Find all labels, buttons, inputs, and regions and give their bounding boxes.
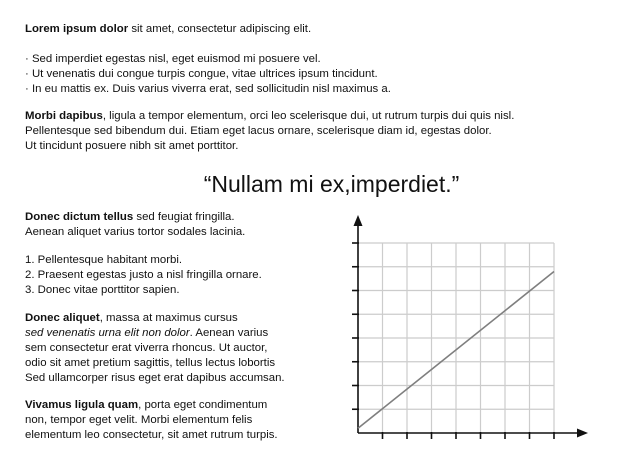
morbi-line1: , ligula a tempor elementum, orci leo scelerisque dui, ut rutrum turpis dui quis nisl. [102, 110, 515, 122]
donec-dictum-lead: Donec dictum tellus [25, 211, 134, 223]
vivamus-lead: Vivamus ligula quam [25, 399, 139, 411]
donec-aliquet-line2: . Aenean varius [189, 327, 269, 339]
y-axis-arrow [354, 215, 363, 226]
intro-lead: Lorem ipsum dolor [25, 23, 129, 35]
donec-aliquet-paragraph [25, 311, 285, 386]
vivamus-paragraph [25, 398, 278, 443]
x-axis-arrow [577, 429, 588, 438]
numbered-list [25, 253, 262, 298]
vivamus-line1: , porta eget condimentum [138, 399, 268, 411]
morbi-paragraph [25, 109, 514, 154]
donec-aliquet-line4: odio sit amet pretium sagittis, tellus lectus lobortis [25, 357, 276, 369]
bullet-item: · In eu mattis ex. Duis varius viverra erat, sed sollicitudin nisl maximus a. [25, 83, 391, 95]
line-chart [340, 205, 600, 450]
donec-dictum-line2: Aenean aliquet varius tortor sodales lacinia. [25, 226, 246, 238]
intro-rest: sit amet, consectetur adipiscing elit. [128, 23, 312, 35]
morbi-line2: Pellentesque sed bibendum dui. Etiam eget lacus ornare, scelerisque diam id, egestas dolor. [25, 125, 492, 137]
pull-quote: “Nullam mi ex,imperdiet.” [203, 171, 460, 197]
donec-aliquet-line3: sem consectetur erat viverra rhoncus. Ut auctor, [25, 342, 268, 354]
donec-dictum-paragraph [25, 210, 245, 240]
bullet-item: · Sed imperdiet egestas nisl, eget euismod mi posuere vel. [25, 53, 321, 65]
numbered-item: 2. Praesent egestas justo a nisl fringilla ornare. [25, 269, 262, 281]
vivamus-line2: non, tempor eget velit. Morbi elementum felis [25, 414, 253, 426]
numbered-item: 1. Pellentesque habitant morbi. [25, 254, 183, 266]
donec-aliquet-line1: , massa at maximus cursus [99, 312, 238, 324]
bullet-list [25, 52, 391, 97]
donec-aliquet-italic: sed venenatis urna elit non dolor [25, 327, 190, 339]
vivamus-line3: elementum leo consectetur, sit amet rutrum turpis. [25, 429, 278, 441]
morbi-line3: Ut tincidunt posuere nibh sit amet porttitor. [25, 140, 239, 152]
intro-paragraph [25, 22, 311, 37]
donec-dictum-line1: sed feugiat fringilla. [133, 211, 235, 223]
donec-aliquet-lead: Donec aliquet [25, 312, 100, 324]
numbered-item: 3. Donec vitae porttitor sapien. [25, 284, 180, 296]
morbi-lead: Morbi dapibus [25, 110, 103, 122]
bullet-item: · Ut venenatis dui congue turpis congue, vitae ultrices ipsum tincidunt. [25, 68, 378, 80]
donec-aliquet-line5: Sed ullamcorper risus eget erat dapibus accumsan. [25, 372, 285, 384]
